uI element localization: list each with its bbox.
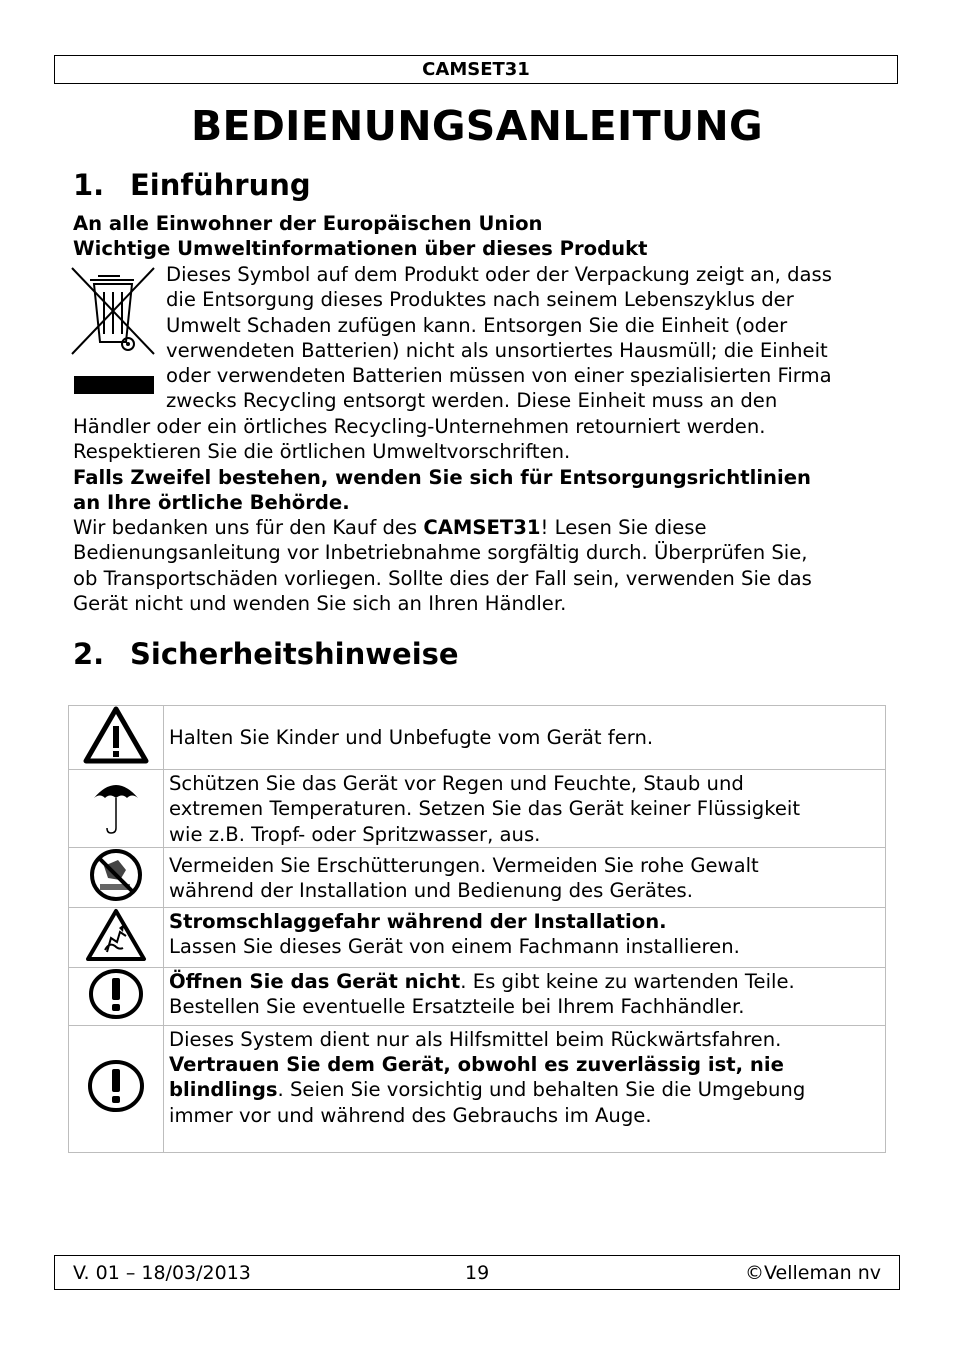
- weee-line: Umwelt Schaden zufügen kann. Entsorgen Sie die Einheit (oder: [166, 313, 788, 337]
- safety-text: [164, 847, 886, 907]
- footer-version: V. 01 – 18/03/2013: [73, 1262, 251, 1284]
- safety-bold-part: blindlings: [169, 1078, 278, 1102]
- safety-line: Dieses System dient nur als Hilfsmittel beim Rückwärtsfahren.: [169, 1027, 782, 1051]
- safety-table: [68, 705, 886, 1153]
- safety-line: [169, 1077, 881, 1102]
- weee-line: Händler oder ein örtliches Recycling-Unternehmen retourniert werden.: [73, 415, 766, 438]
- thanks-line: Gerät nicht und wenden Sie sich an Ihren Händler.: [73, 592, 567, 616]
- safety-line: immer vor und während des Gebrauchs im Auge.: [169, 1103, 652, 1127]
- safety-line: extremen Temperaturen. Setzen Sie das Gerät keiner Flüssigkeit: [169, 797, 801, 821]
- weee-text: [166, 262, 896, 414]
- eu-residents-line: An alle Einwohner der Europäischen Union: [73, 212, 543, 235]
- safety-text: [164, 967, 886, 1025]
- thanks-line: Bedienungsanleitung vor Inbetriebnahme sorgfältig durch. Überprüfen Sie,: [73, 541, 808, 565]
- header-model: CAMSET31: [54, 55, 898, 84]
- safety-line: Bestellen Sie eventuelle Ersatzteile bei Ihrem Fachhändler.: [169, 995, 745, 1019]
- safety-line: Lassen Sie dieses Gerät von einem Fachmann installieren.: [169, 935, 740, 959]
- safety-icon-cell: [69, 706, 164, 770]
- weee-continuation: [73, 414, 893, 616]
- exclamation-circle-icon: [88, 968, 144, 1020]
- safety-row: [69, 1025, 886, 1152]
- thanks-line: [73, 515, 893, 540]
- weee-line: die Entsorgung dieses Produktes nach seinem Lebenszyklus der: [166, 288, 794, 312]
- safety-line: [169, 969, 881, 994]
- safety-line-bold: Stromschlaggefahr während der Installation.: [169, 909, 667, 933]
- safety-icon-cell: [69, 770, 164, 848]
- safety-line-bold: Vertrauen Sie dem Gerät, obwohl es zuverlässig ist, nie: [169, 1053, 784, 1077]
- weee-line: oder verwendeten Batterien müssen von einer spezialisierten Firma: [166, 364, 832, 388]
- exclamation-circle-icon: [87, 1059, 145, 1113]
- warning-triangle-icon: [83, 706, 149, 764]
- weee-line: Dieses Symbol auf dem Produkt oder der Verpackung zeigt an, dass: [166, 263, 832, 286]
- safety-line: Schützen Sie das Gerät vor Regen und Feuchte, Staub und: [169, 772, 744, 795]
- weee-line: Respektieren Sie die örtlichen Umweltvorschriften.: [73, 440, 571, 464]
- weee-line: zwecks Recycling entsorgt werden. Diese Einheit muss an den: [166, 389, 778, 413]
- disposal-doubt-line: an Ihre örtliche Behörde.: [73, 490, 350, 514]
- umbrella-icon: [91, 776, 141, 836]
- thanks-model: CAMSET31: [423, 516, 541, 540]
- safety-normal-part: . Seien Sie vorsichtig und behalten Sie die Umgebung: [277, 1078, 806, 1102]
- footer: [54, 1255, 900, 1290]
- safety-text: [164, 1025, 886, 1152]
- environment-info-line: Wichtige Umweltinformationen über dieses Produkt: [73, 237, 648, 260]
- safety-icon-cell: [69, 847, 164, 907]
- disposal-doubt-line: Falls Zweifel bestehen, wenden Sie sich für Entsorgungsrichtlinien: [73, 465, 811, 489]
- section-1-title: Einführung: [130, 168, 311, 202]
- safety-normal-part: . Es gibt keine zu wartenden Teile.: [460, 969, 795, 993]
- weee-crossed-bin-icon: [68, 264, 158, 398]
- safety-row: [69, 907, 886, 967]
- section-1-number: 1.: [73, 168, 105, 202]
- safety-text: [164, 907, 886, 967]
- section-2-heading: [73, 636, 459, 672]
- safety-row: [69, 967, 886, 1025]
- section-2-title: Sicherheitshinweise: [130, 637, 459, 671]
- safety-row: [69, 847, 886, 907]
- safety-bold-part: Öffnen Sie das Gerät nicht: [169, 969, 461, 993]
- electric-shock-icon: [85, 908, 147, 962]
- no-impact-icon: [88, 848, 144, 902]
- safety-row: [69, 706, 886, 770]
- safety-line: Vermeiden Sie Erschütterungen. Vermeiden Sie rohe Gewalt: [169, 853, 759, 877]
- safety-text: [164, 770, 886, 848]
- section-2-number: 2.: [73, 637, 105, 671]
- footer-copyright: ©Velleman nv: [745, 1262, 881, 1284]
- thanks-line: ob Transportschäden vorliegen. Sollte dies der Fall sein, verwenden Sie das: [73, 566, 812, 590]
- safety-icon-cell: [69, 907, 164, 967]
- safety-line: während der Installation und Bedienung des Gerätes.: [169, 878, 693, 902]
- section-1-heading: [73, 167, 311, 203]
- weee-line: verwendeten Batterien) nicht als unsortiertes Hausmüll; die Einheit: [166, 338, 828, 362]
- safety-text: Halten Sie Kinder und Unbefugte vom Gerät fern.: [164, 706, 886, 770]
- safety-line: wie z.B. Tropf- oder Spritzwasser, aus.: [169, 822, 541, 846]
- safety-icon-cell: [69, 967, 164, 1025]
- footer-page-number: 19: [465, 1262, 490, 1284]
- safety-row: [69, 770, 886, 848]
- thanks-pre: Wir bedanken uns für den Kauf des: [73, 516, 424, 540]
- thanks-post: ! Lesen Sie diese: [540, 516, 707, 540]
- safety-icon-cell: [69, 1025, 164, 1152]
- document-title: BEDIENUNGSANLEITUNG: [190, 102, 763, 150]
